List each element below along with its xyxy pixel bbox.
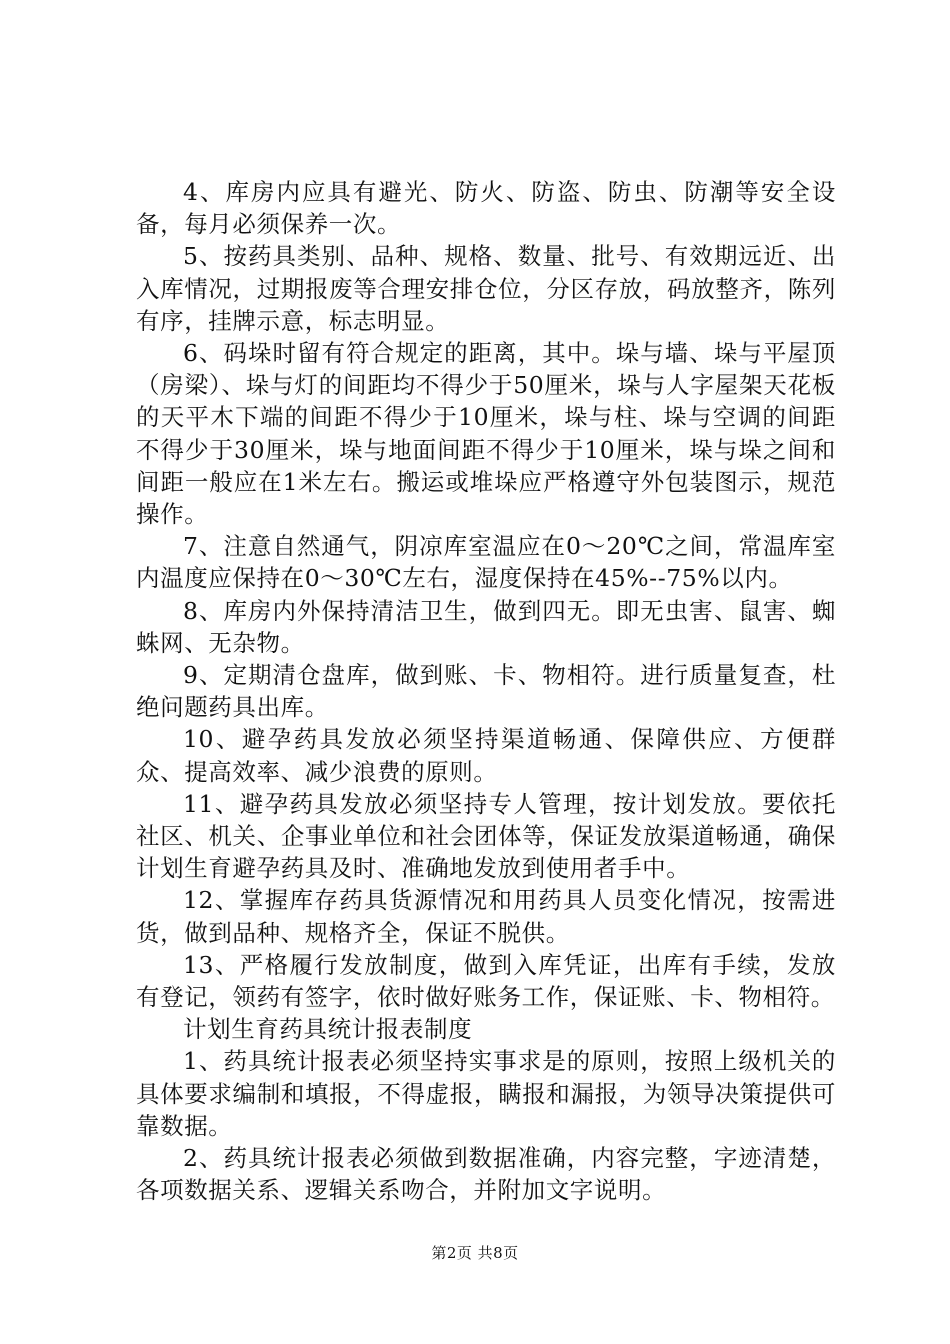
paragraph-item-4: 4、库房内应具有避光、防火、防盗、防虫、防潮等安全设备，每月必须保养一次。 — [136, 178, 836, 239]
paragraph-item-11: 11、避孕药具发放必须坚持专人管理，按计划发放。要依托社区、机关、企事业单位和社会团体等，保证发放渠道畅通，确保计划生育避孕药具及时、准确地发放到使用者手中。 — [136, 789, 836, 883]
section-heading: 计划生育药具统计报表制度 — [183, 1015, 473, 1044]
paragraph-item-5: 5、按药具类别、品种、规格、数量、批号、有效期远近、出入库情况，过期报废等合理安排仓位，分区存放，码放整齐，陈列有序，挂牌示意，标志明显。 — [136, 242, 836, 335]
paragraph-item-6: 6、码垛时留有符合规定的距离，其中。垛与墙、垛与平屋顶（房梁）、垛与灯的间距均不得少于50厘米，垛与人字屋架天花板的天平木下端的间距不得少于10厘米，垛与柱、垛与空调的间距不得少于30厘米，垛与地面间距不得少于10厘米，垛与垛之间和间距一般应在1米左右。搬运或堆垛应严格遵守外包装图示，规范操作。 — [136, 339, 836, 529]
paragraph-item-7: 7、注意自然通气，阴凉库室温应在0～20℃之间，常温库室内温度应保持在0～30℃左右，湿度保持在45%--75%以内。 — [136, 532, 836, 593]
page-number-footer: 第2页 共8页 — [431, 1244, 519, 1262]
paragraph-report-1: 1、药具统计报表必须坚持实事求是的原则，按照上级机关的具体要求编制和填报，不得虚报，瞒报和漏报，为领导决策提供可靠数据。 — [136, 1047, 836, 1140]
paragraph-item-13: 13、严格履行发放制度，做到入库凭证，出库有手续，发放有登记，领药有签字，依时做好账务工作，保证账、卡、物相符。 — [136, 950, 836, 1012]
paragraph-item-10: 10、避孕药具发放必须坚持渠道畅通、保障供应、方便群众、提高效率、减少浪费的原则。 — [136, 725, 836, 786]
document-body — [136, 176, 836, 1207]
paragraph-item-12: 12、掌握库存药具货源情况和用药具人员变化情况，按需进货，做到品种、规格齐全，保证不脱供。 — [136, 886, 836, 947]
paragraph-item-8: 8、库房内外保持清洁卫生，做到四无。即无虫害、鼠害、蜘蛛网、无杂物。 — [136, 596, 836, 657]
paragraph-report-2: 2、药具统计报表必须做到数据准确，内容完整，字迹清楚，各项数据关系、逻辑关系吻合，并附加文字说明。 — [136, 1144, 836, 1205]
paragraph-item-9: 9、定期清仓盘库，做到账、卡、物相符。进行质量复查，杜绝问题药具出库。 — [136, 661, 836, 722]
